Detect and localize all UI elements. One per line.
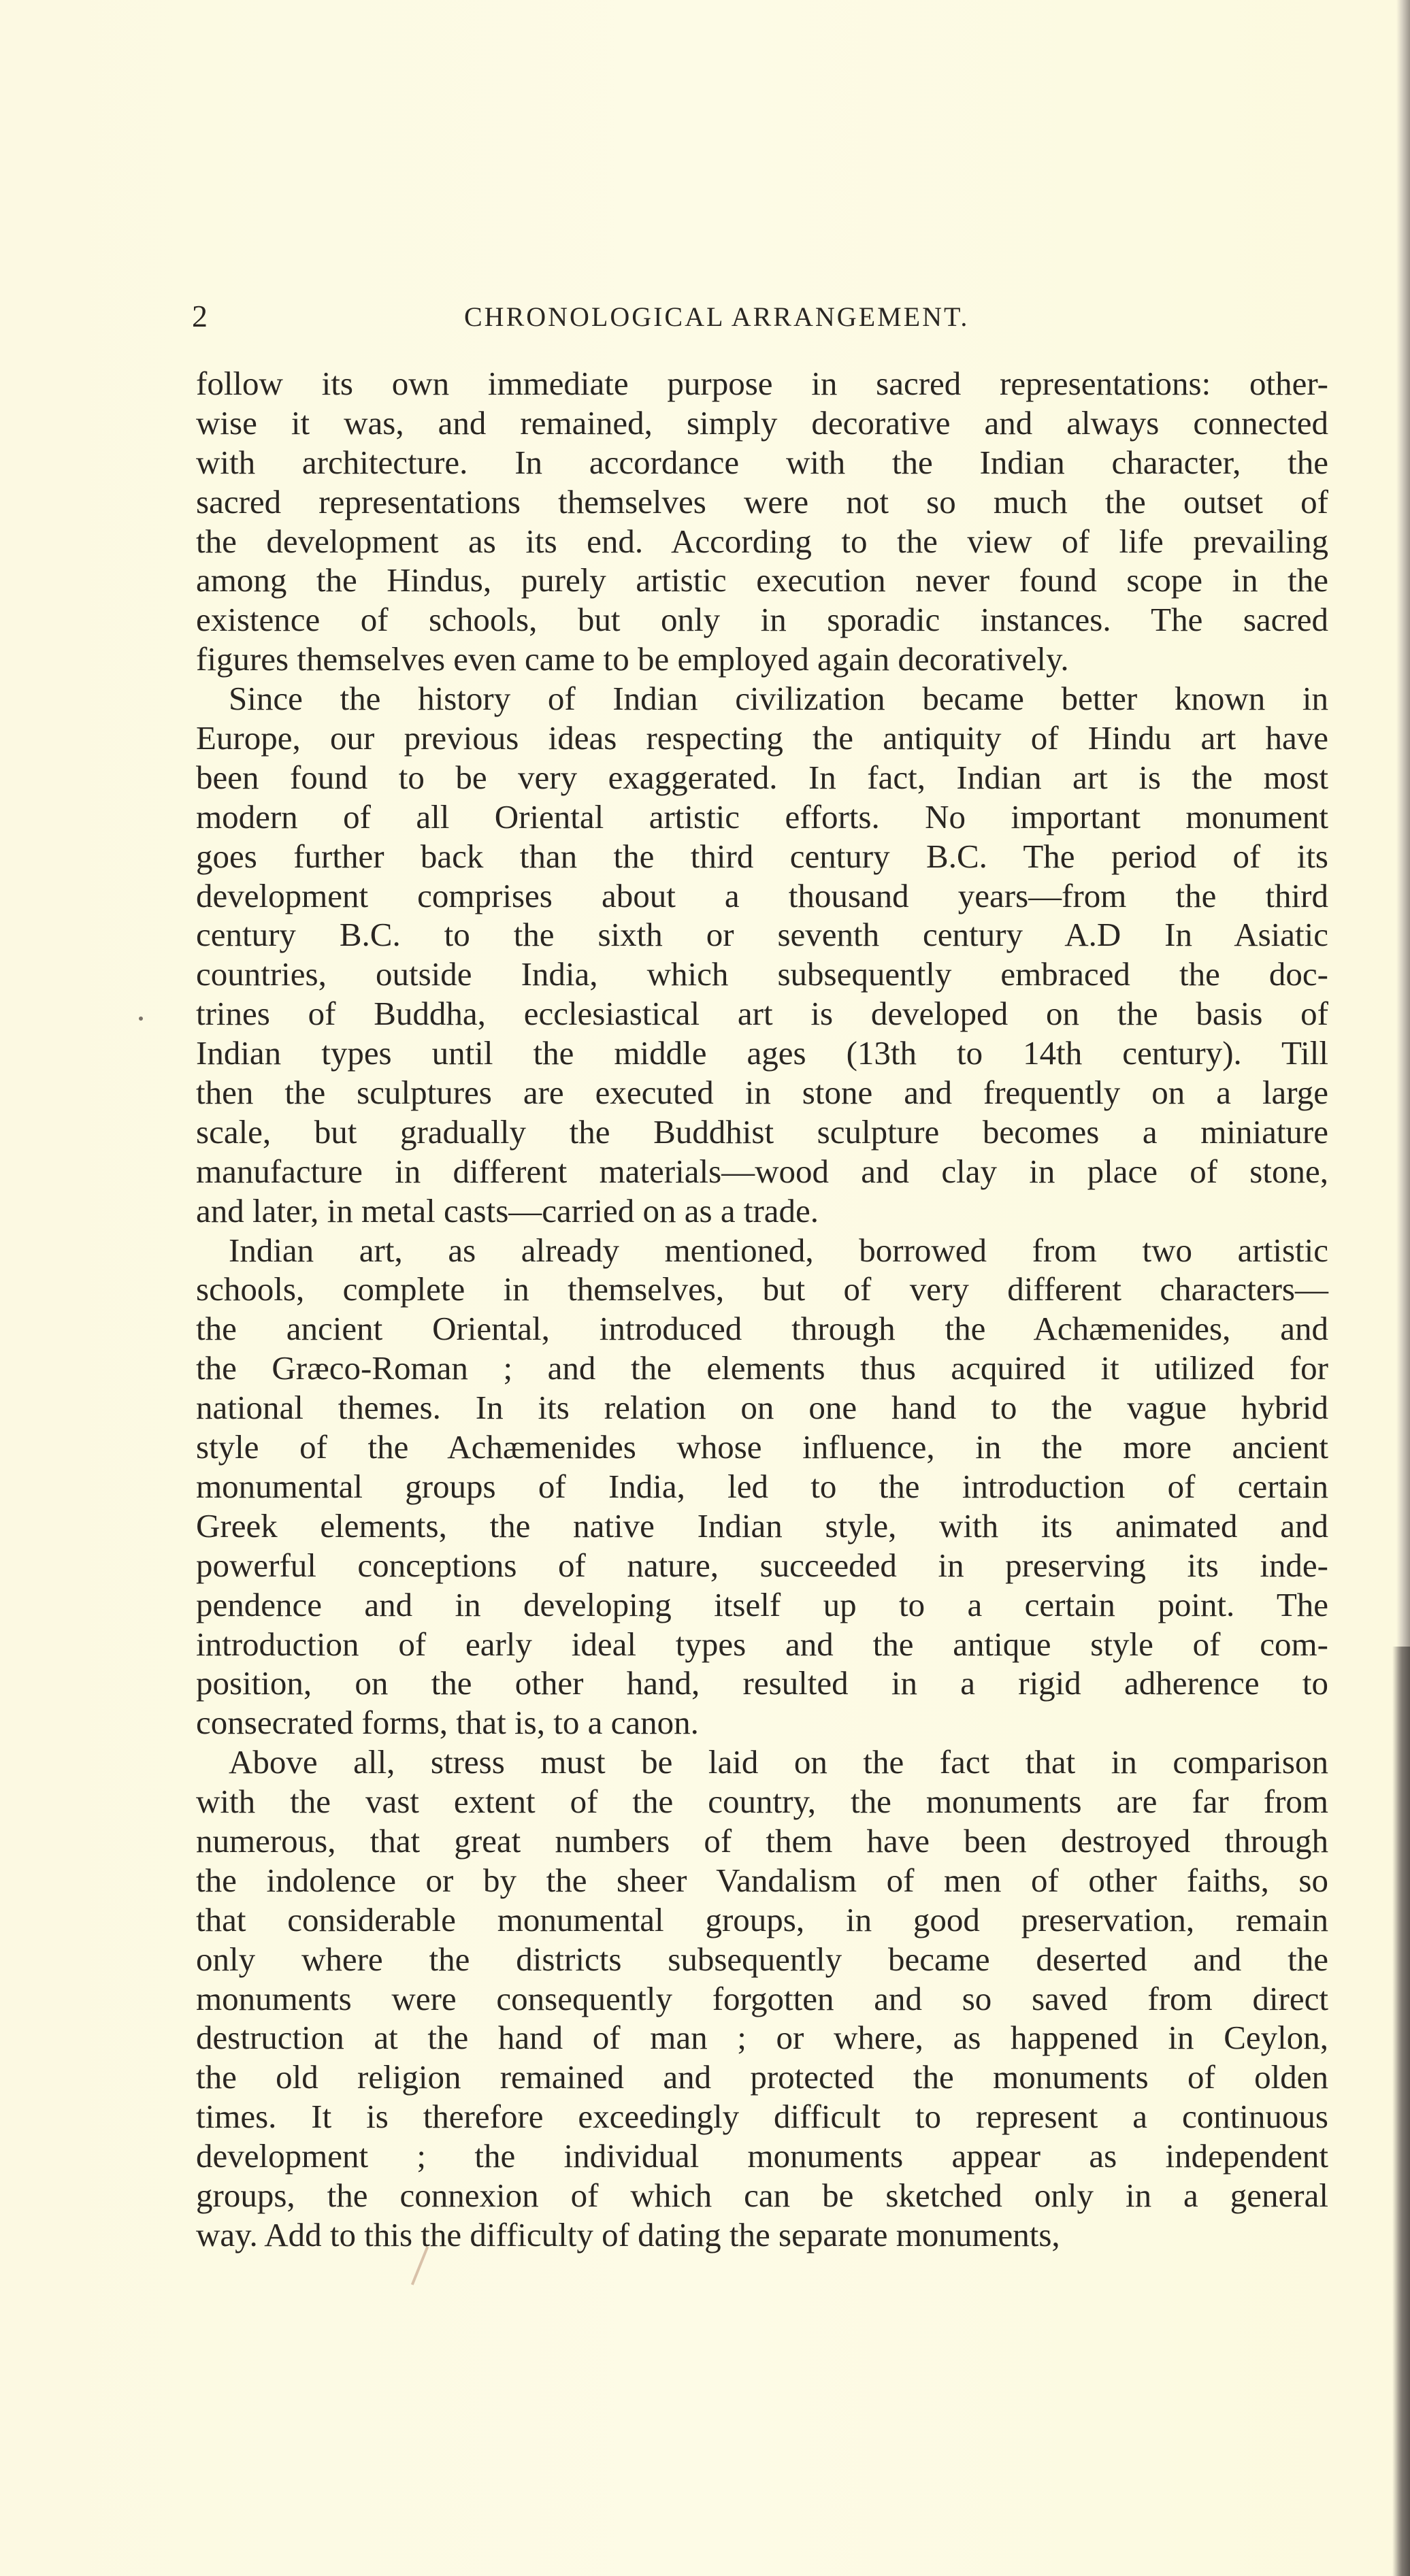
text-line: destruction at the hand of man ; or where, as happened in Ceylon, [196,2019,1328,2057]
text-line: modern of all Oriental artistic efforts. No important monument [196,797,1328,836]
text-line: with architecture. In accordance with the Indian character, the [196,443,1328,481]
text-line: and later, in metal casts—carried on as a trade. [196,1191,819,1229]
text-line: then the sculptures are executed in stone and frequently on a large [196,1074,1328,1112]
text-line: been found to be very exaggerated. In fact, Indian art is the most [196,758,1328,796]
running-head [192,298,1327,332]
text-line: schools, complete in themselves, but of very different characters— [196,1270,1328,1308]
text-line: position, on the other hand, resulted in a rigid adherence to [196,1664,1328,1702]
text-line: the ancient Oriental, introduced through the Achæmenides, and [196,1310,1328,1348]
text-line: scale, but gradually the Buddhist sculpture becomes a miniature [196,1112,1328,1151]
text-line: development comprises about a thousand years—from the third [196,876,1328,914]
text-line: groups, the connexion of which can be sketched only in a general [196,2176,1328,2214]
paragraph [196,364,1328,679]
text-line: only where the districts subsequently became deserted and the [196,1940,1328,1978]
text-line: figures themselves even came to be employed again decoratively. [196,640,1069,678]
text-line: manufacture in different materials—wood and clay in place of stone, [196,1152,1328,1190]
running-head-title: CHRONOLOGICAL ARRANGEMENT. [464,301,970,332]
page-number: 2 [192,299,208,333]
paragraph [196,679,1328,1230]
text-line: countries, outside India, which subsequently embraced the doc- [196,955,1328,993]
text-line: Indian types until the middle ages (13th to 14th century). Till [196,1034,1328,1072]
text-line: way. Add to this the difficulty of dating the separate monuments, [196,2215,1060,2253]
text-line: existence of schools, but only in sporadic instances. The sacred [196,601,1328,639]
text-line: the old religion remained and protected the monuments of olden [196,2058,1328,2096]
text-line: sacred representations themselves were not so much the outset of [196,482,1328,521]
text-line: numerous, that great numbers of them have been destroyed through [196,1821,1328,1860]
text-line: the Græco-Roman ; and the elements thus acquired it utilized for [196,1349,1328,1387]
text-line: powerful conceptions of nature, succeeded in preserving its inde- [196,1546,1328,1584]
text-line: Europe, our previous ideas respecting the antiquity of Hindu art have [196,719,1328,757]
text-line: monumental groups of India, led to the introduction of certain [196,1467,1328,1505]
text-line: Since the history of Indian civilization became better known in [229,680,1328,718]
margin-speck [139,1017,143,1021]
text-line: development ; the individual monuments appear as independent [196,2137,1328,2175]
text-line: that considerable monumental groups, in good preservation, remain [196,1900,1328,1938]
text-line: Above all, stress must be laid on the fact that in comparison [229,1743,1328,1781]
text-line: with the vast extent of the country, the monuments are far from [196,1783,1328,1821]
text-line: consecrated forms, that is, to a canon. [196,1704,699,1742]
text-line: the development as its end. According to the view of life prevailing [196,522,1328,560]
paragraph [196,1231,1328,1743]
text-line: century B.C. to the sixth or seventh century A.D In Asiatic [196,916,1328,954]
text-line: Greek elements, the native Indian style, with its animated and [196,1506,1328,1545]
text-line: pendence and in developing itself up to a certain point. The [196,1585,1328,1623]
text-line: wise it was, and remained, simply decorative and always connected [196,403,1328,442]
text-line: goes further back than the third century B.C. The period of its [196,837,1328,875]
text-line: among the Hindus, purely artistic execution never found scope in the [196,561,1328,599]
text-line: monuments were consequently forgotten and so saved from direct [196,1979,1328,2017]
page-edge-shadow-lower [1392,1647,1410,2576]
paragraph [196,1743,1328,2255]
text-line: the indolence or by the sheer Vandalism of men of other faiths, so [196,1861,1328,1899]
text-line: Indian art, as already mentioned, borrowed from two artistic [229,1231,1328,1269]
body-text [196,364,1328,2255]
text-line: national themes. In its relation on one hand to the vague hybrid [196,1389,1328,1427]
text-line: times. It is therefore exceedingly difficult to represent a continuous [196,2098,1328,2136]
text-line: style of the Achæmenides whose influence, in the more ancient [196,1428,1328,1466]
text-line: introduction of early ideal types and the antique style of com- [196,1625,1328,1663]
text-line: follow its own immediate purpose in sacred representations: other- [196,365,1328,402]
text-line: trines of Buddha, ecclesiastical art is developed on the basis of [196,995,1328,1033]
